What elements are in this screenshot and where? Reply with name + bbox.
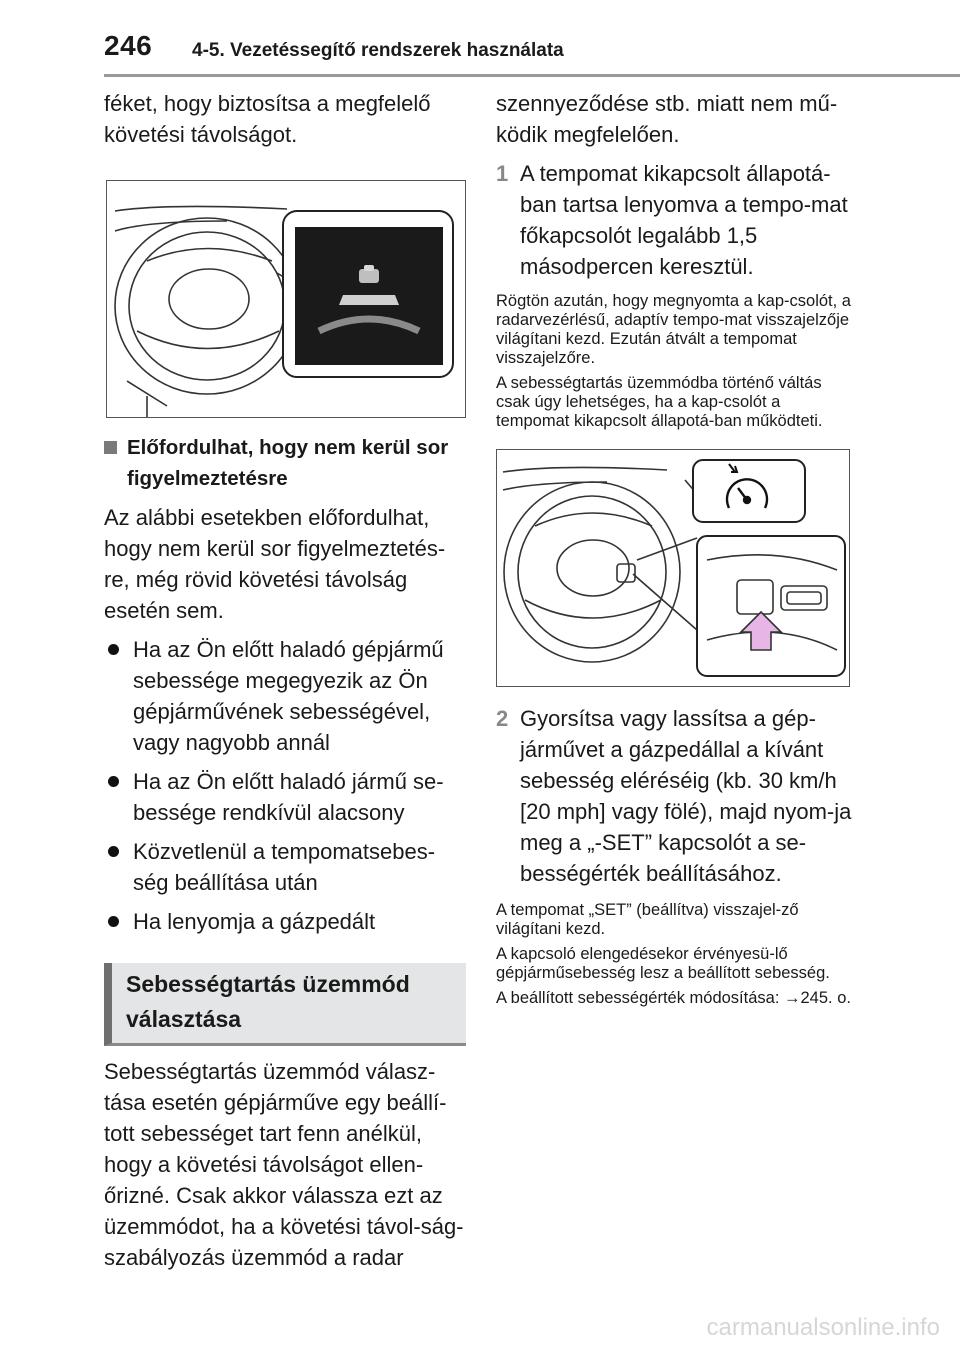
left-intro-paragraph: féket, hogy biztosítsa a megfelelő követési távolságot. xyxy=(104,91,431,147)
left-para: Az alábbi esetekben előfordulhat, hogy nem kerül sor figyelmeztetés-re, még rövid követési távolság esetén sem. xyxy=(104,505,446,623)
subheading-no-warning xyxy=(104,432,466,494)
right-intro-paragraph: szennyeződése stb. miatt nem mű-ködik megfelelően. xyxy=(496,91,838,147)
left-column xyxy=(104,88,466,1273)
square-marker-icon xyxy=(104,441,117,454)
section-paragraph: Sebességtartás üzemmód válasz-tása esetén gépjárműve egy beállí-tott sebességet tart fenn anélkül, hogy a követési távolságot ellen-őrizné. Csak akkor válassza ezt az üzemmódot, ha a követési távol-ság-szabályozás üzemmód a radar xyxy=(104,1059,464,1270)
note-paragraph: A beállított sebességérték módosítása: →245. o. xyxy=(496,989,851,1007)
list-item-text: Közvetlenül a tempomatsebes-ség beállítása után xyxy=(133,839,436,895)
page-number: 246 xyxy=(104,30,153,61)
bullet-dot-icon xyxy=(108,916,119,927)
bullet-dot-icon xyxy=(108,846,119,857)
step-2 xyxy=(496,703,852,889)
bullet-dot-icon xyxy=(108,644,119,655)
section-heading-box xyxy=(104,963,466,1046)
subheading-text: Előfordulhat, hogy nem kerül sor figyelmeztetésre xyxy=(127,436,449,490)
step-text: Gyorsítsa vagy lassítsa a gép-járművet a gázpedállal a kívánt sebesség eléréséig (kb. 30 km/h [20 mph] vagy fölé), majd nyom-ja meg a „-SET” kapcsolót a se-bességérték beállításához. xyxy=(520,706,852,886)
step-number: 2 xyxy=(496,706,509,731)
list-item xyxy=(104,906,466,937)
section-heading-text: Sebességtartás üzemmód választása xyxy=(126,971,410,1032)
figure-distance-warning xyxy=(106,180,466,418)
steering-wheel-illustration xyxy=(497,450,849,686)
note-paragraph: A kapcsoló elengedésekor érvényesü-lő gépjárműsebesség lesz a beállított sebesség. xyxy=(496,945,830,982)
note-paragraph: A tempomat „SET” (beállítva) visszajel-ző világítani kezd. xyxy=(496,901,799,938)
right-column xyxy=(496,88,852,1008)
note-paragraph: Rögtön azután, hogy megnyomta a kap-csolót, a radarvezérlésű, adaptív tempo-mat visszajelzője világítani kezd. Ezután átvált a tempomat visszajelzőre. xyxy=(496,292,851,367)
section-header-title: 4-5. Vezetéssegítő rendszerek használata xyxy=(192,40,564,61)
watermark: carmanualsonline.info xyxy=(706,1314,940,1341)
bullet-dot-icon xyxy=(108,776,119,787)
list-item xyxy=(104,836,466,898)
figure-switch-operation xyxy=(496,449,850,687)
list-item xyxy=(104,634,466,758)
steering-wheel-illustration xyxy=(107,181,465,417)
header-rule xyxy=(104,74,960,77)
list-item xyxy=(104,766,466,828)
note-paragraph: A sebességtartás üzemmódba történő váltás csak úgy lehetséges, ha a kap-csolót a tempomat kikapcsolt állapotá-ban működteti. xyxy=(496,374,823,430)
step-number: 1 xyxy=(496,161,509,186)
step-text: A tempomat kikapcsolt állapotá-ban tartsa lenyomva a tempo-mat főkapcsolót legalább 1,5 másodpercen keresztül. xyxy=(520,161,848,279)
step-1 xyxy=(496,158,852,282)
list-item-text: Ha lenyomja a gázpedált xyxy=(133,909,376,934)
list-item-text: Ha az Ön előtt haladó gépjármű sebessége megegyezik az Ön gépjárművének sebességével, vagy nagyobb annál xyxy=(133,637,444,755)
list-item-text: Ha az Ön előtt haladó jármű se-bessége rendkívül alacsony xyxy=(133,769,444,825)
